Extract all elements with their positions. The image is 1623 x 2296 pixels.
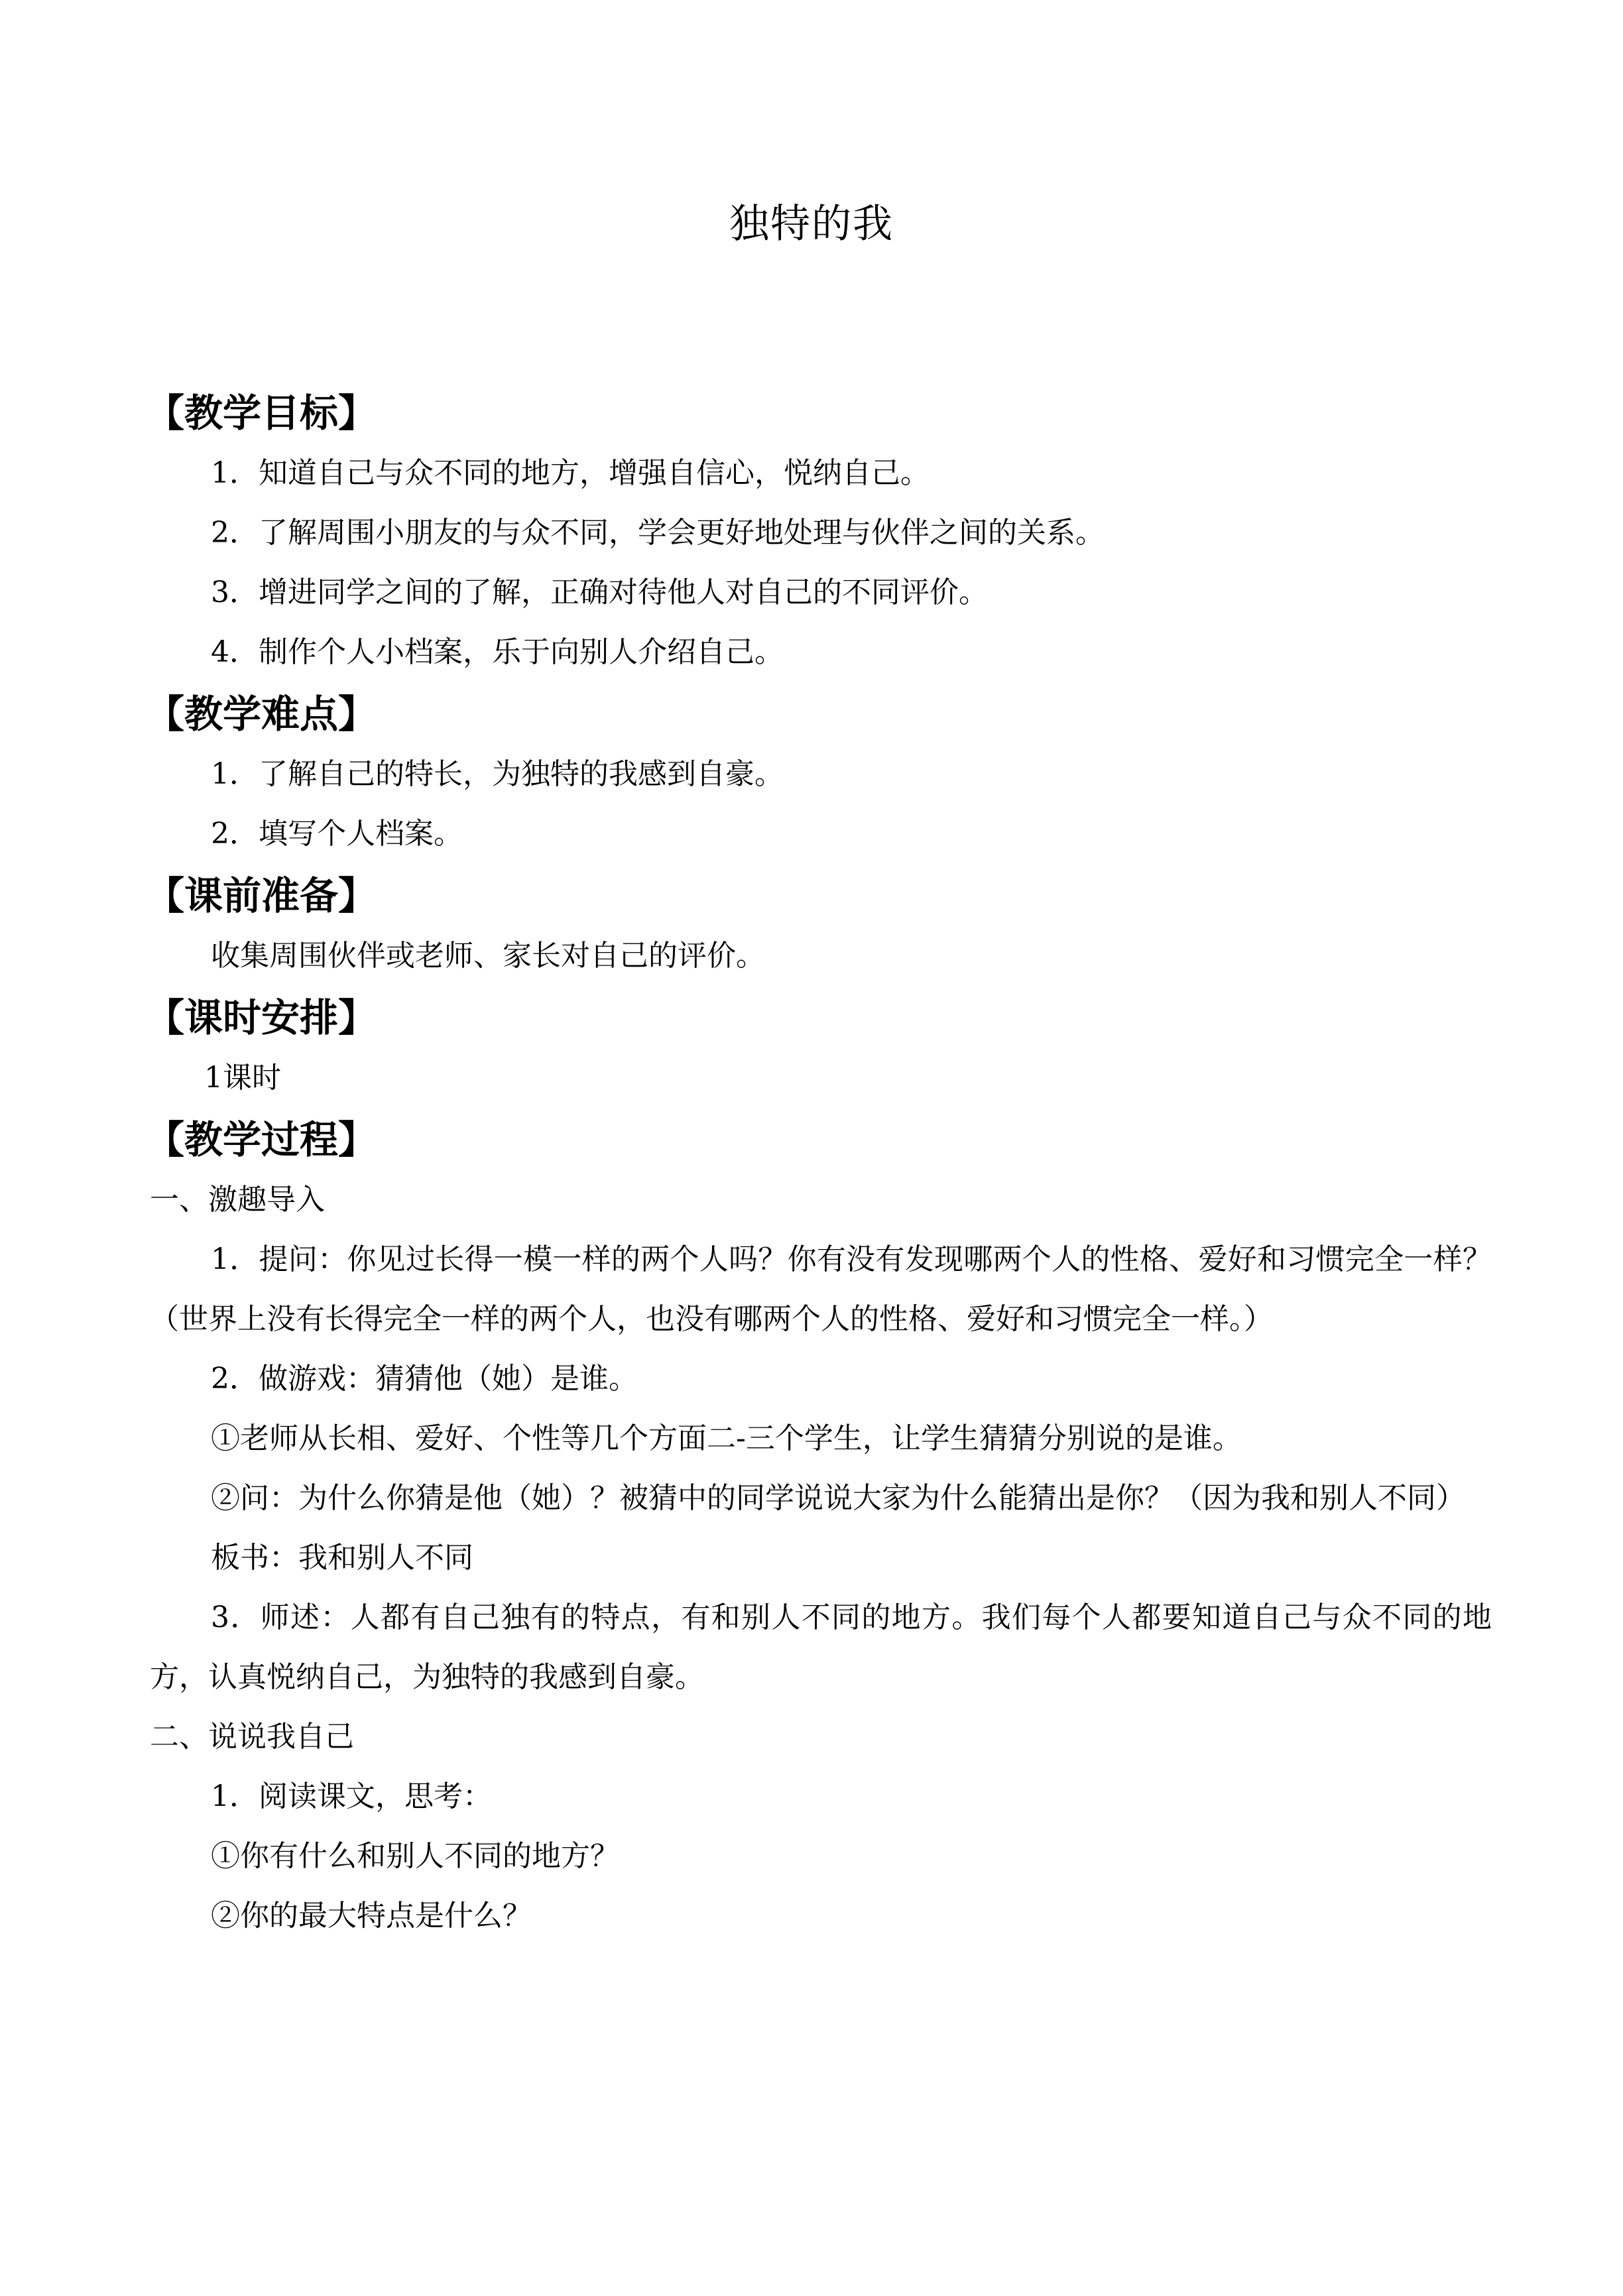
section-heading: 【教学过程】 xyxy=(146,1117,377,1162)
paragraph: ①老师从长相、爱好、个性等几个方面二-三个学生，让学生猜猜分别说的是谁。 xyxy=(211,1421,1242,1455)
paragraph: 1．阅读课文，思考： xyxy=(211,1780,492,1813)
document-body xyxy=(146,381,1492,1946)
section-preparation xyxy=(146,864,1492,986)
paragraph: 2．填写个人档案。 xyxy=(211,817,463,851)
section-teaching-difficulties xyxy=(146,682,1492,864)
paragraph: ②你的最大特点是什么？ xyxy=(211,1899,532,1933)
paragraph: 3．师述：人都有自己独有的特点，有和别人不同的地方。我们每个人都要知道自己与众不同的地方，认真悦纳自己，为独特的我感到自豪。 xyxy=(150,1601,1492,1694)
section-teaching-process xyxy=(146,1108,1492,1946)
section-heading: 【课时安排】 xyxy=(146,995,377,1040)
section-heading: 【教学目标】 xyxy=(146,391,377,436)
paragraph: 1．知道自己与众不同的地方，增强自信心，悦纳自己。 xyxy=(211,456,930,490)
paragraph: ②问：为什么你猜是他（她）？被猜中的同学说说大家为什么能猜出是你？（因为我和别人不同） xyxy=(211,1481,1465,1515)
document-title: 独特的我 xyxy=(729,201,894,247)
subsection-title: 一、激趣导入 xyxy=(150,1183,325,1217)
section-heading: 【教学难点】 xyxy=(146,692,377,737)
section-teaching-goals xyxy=(146,381,1492,682)
paragraph: 1．了解自己的特长，为独特的我感到自豪。 xyxy=(211,757,784,791)
subsection-title: 二、说说我自己 xyxy=(150,1720,354,1754)
section-heading: 【课前准备】 xyxy=(146,873,377,918)
section-schedule xyxy=(146,986,1492,1108)
paragraph: ①你有什么和别人不同的地方？ xyxy=(211,1839,619,1873)
paragraph: 1课时 xyxy=(204,1061,281,1095)
paragraph: 板书：我和别人不同 xyxy=(211,1541,473,1575)
paragraph: 2．了解周围小朋友的与众不同，学会更好地处理与伙伴之间的关系。 xyxy=(211,516,1105,550)
paragraph: 2．做游戏：猜猜他（她）是谁。 xyxy=(211,1362,638,1396)
paragraph: 4．制作个人小档案，乐于向别人介绍自己。 xyxy=(211,635,784,669)
paragraph: 3．增进同学之间的了解，正确对待他人对自己的不同评价。 xyxy=(211,575,988,609)
paragraph: 收集周围伙伴或老师、家长对自己的评价。 xyxy=(211,939,765,973)
paragraph: 1．提问：你见过长得一模一样的两个人吗？你有没有发现哪两个人的性格、爱好和习惯完全一样？（世界上没有长得完全一样的两个人，也没有哪两个人的性格、爱好和习惯完全一样。） xyxy=(150,1242,1492,1336)
